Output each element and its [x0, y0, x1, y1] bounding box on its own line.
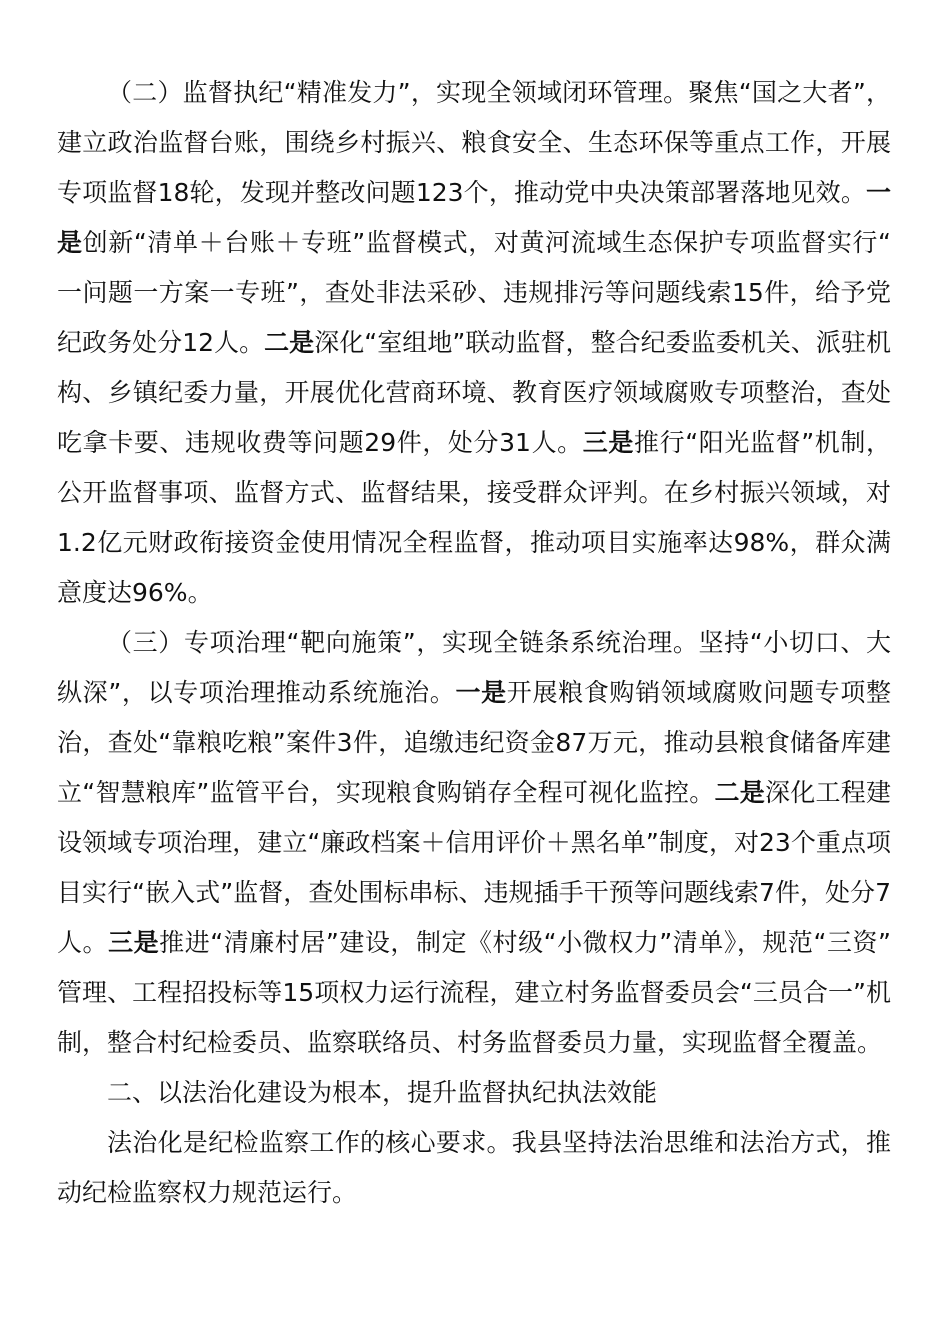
bold-marker: 三是 [582, 428, 635, 457]
text-segment: 创新“清单＋台账＋专班”监督模式，对黄河流域生态保护专项监督实行“一问题一方案一专班”，查处非法采砂、违规排污等问题线索15件，给予党纪政务处分12人。 [57, 228, 891, 357]
bold-marker: 一是 [455, 678, 507, 707]
text-segment: （三）专项治理“靶向施策”，实现全链条系统治理。坚持“小切口、大纵深”，以专项治理推动系统施治。 [57, 628, 891, 707]
text-segment: 推进“清廉村居”建设，制定《村级“小微权力”清单》，规范“三资”管理、工程招投标等15项权力运行流程，建立村务监督委员会“三员合一”机制，整合村纪检委员、监察联络员、村务监督委员力量，实现监督全覆盖。 [57, 928, 891, 1057]
heading-text: 二、以法治化建设为根本，提升监督执纪执法效能 [107, 1078, 658, 1107]
text-segment: 法治化是纪检监察工作的核心要求。我县坚持法治思维和法治方式，推动纪检监察权力规范运行。 [57, 1128, 891, 1207]
text-segment: （二）监督执纪“精准发力”，实现全领域闭环管理。聚焦“国之大者”，建立政治监督台账，围绕乡村振兴、粮食安全、生态环保等重点工作，开展专项监督18轮，发现并整改问题123个，推动党中央决策部署落地见效。 [57, 78, 891, 207]
document-page [57, 68, 891, 1218]
paragraph-rule-of-law [57, 1118, 891, 1218]
text-segment: 深化“室组地”联动监督，整合纪委监委机关、派驻机构、乡镇纪委力量，开展优化营商环境、教育医疗领域腐败专项整治，查处吃拿卡要、违规收费等问题29件，处分31人。 [57, 328, 891, 457]
bold-marker: 一是 [57, 178, 891, 257]
section-heading [57, 1068, 891, 1118]
bold-marker: 二是 [264, 328, 315, 357]
text-segment: 深化工程建设领域专项治理，建立“廉政档案＋信用评价＋黑名单”制度，对23个重点项目实行“嵌入式”监督，查处围标串标、违规插手干预等问题线索7件，处分7人。 [57, 778, 891, 957]
bold-marker: 三是 [108, 928, 160, 957]
paragraph-special-governance [57, 618, 891, 1068]
text-segment: 开展粮食购销领域腐败问题专项整治，查处“靠粮吃粮”案件3件，追缴违纪资金87万元，推动县粮食储备库建立“智慧粮库”监管平台，实现粮食购销存全程可视化监控。 [57, 678, 891, 807]
text-segment: 推行“阳光监督”机制，公开监督事项、监督方式、监督结果，接受群众评判。在乡村振兴领域，对1.2亿元财政衔接资金使用情况全程监督，推动项目实施率达98%，群众满意度达96%。 [57, 428, 891, 607]
bold-marker: 二是 [714, 778, 766, 807]
paragraph-supervision-precision [57, 68, 891, 618]
